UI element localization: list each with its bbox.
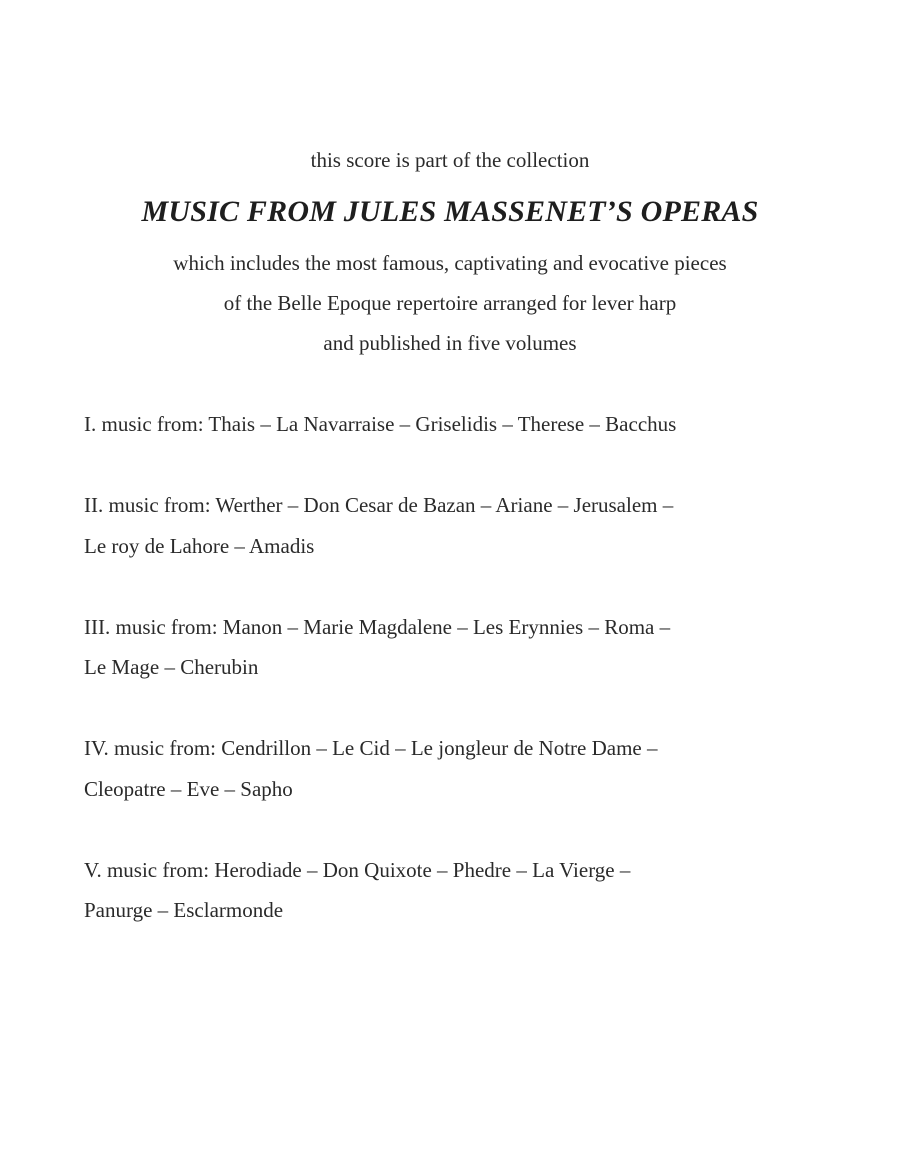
volume-line: V. music from: Herodiade – Don Quixote – Phedre – La Vierge – [84,857,631,882]
collection-intro: this score is part of the collection [310,148,590,172]
volume-line: Cleopatre – Eve – Sapho [84,776,293,801]
collection-title: MUSIC FROM JULES MASSENET’S OPERAS [141,195,759,228]
volume-5 [84,850,864,931]
volume-line: Panurge – Esclarmonde [84,898,284,922]
collection-description [0,243,900,363]
volume-line: I. music from: Thais – La Navarraise – Griselidis – Therese – Bacchus [84,412,677,436]
description-line: which includes the most famous, captivating and evocative pieces [173,251,727,275]
volume-line: Le Mage – Cherubin [84,655,259,679]
volume-line: Le roy de Lahore – Amadis [84,533,315,558]
volume-line: II. music from: Werther – Don Cesar de Bazan – Ariane – Jerusalem – [84,493,674,517]
volume-1 [84,404,864,445]
volume-list [84,404,864,971]
volume-line: III. music from: Manon – Marie Magdalene – Les Erynnies – Roma – [84,614,671,639]
volume-3 [84,607,864,688]
description-line: of the Belle Epoque repertoire arranged for lever harp [223,291,677,315]
description-line: and published in five volumes [323,331,577,355]
volume-2 [84,485,864,566]
volume-4 [84,728,864,809]
volume-line: IV. music from: Cendrillon – Le Cid – Le jongleur de Notre Dame – [84,736,658,760]
